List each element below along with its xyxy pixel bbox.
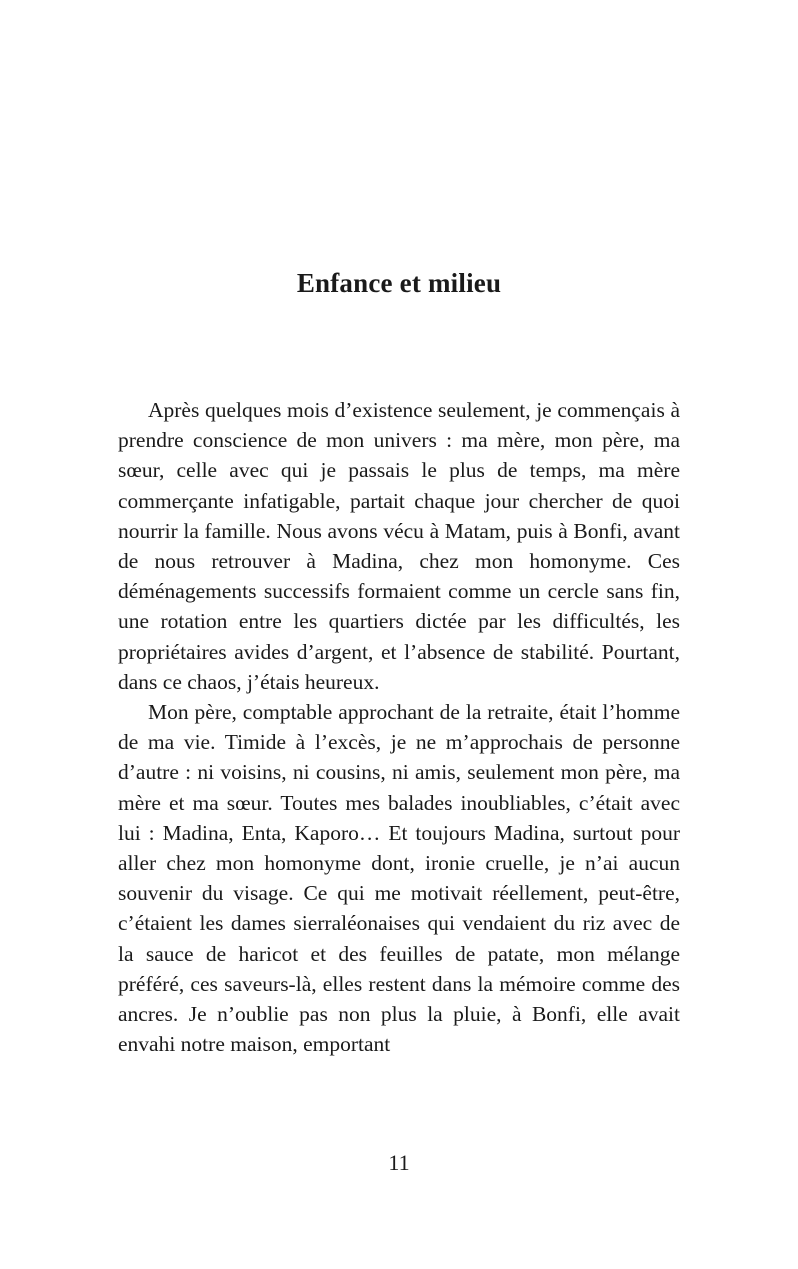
paragraph-2: Mon père, comptable approchant de la retraite, était l’homme de ma vie. Timide à l’excès, je ne m’approchais de personne d’autre : ni voisins, ni cousins, ni amis, seulement mon père, ma mère et ma sœur. Toutes mes balades inoubliables, c’était avec lui : Madina, Enta, Kaporo… Et toujours Madina, surtout pour aller chez mon homonyme dont, ironie cruelle, je n’ai aucun souvenir du visage. Ce qui me motivait réellement, peut-être, c’étaient les dames sierraléonaises qui vendaient du riz avec de la sauce de haricot et des feuilles de patate, mon mélange préféré, ces saveurs-là, elles restent dans la mémoire comme des ancres. Je n’oublie pas non plus la pluie, à Bonfi, elle avait envahi notre maison, emportant (118, 700, 680, 1057)
paragraph-1: Après quelques mois d’existence seulement, je commençais à prendre conscience de mon univers : ma mère, mon père, ma sœur, celle avec qui je passais le plus de temps, ma mère commerçante infatigable, partait chaque jour chercher de quoi nourrir la famille. Nous avons vécu à Matam, puis à Bonfi, avant de nous retrouver à Madina, chez mon homonyme. Ces déménagements successifs formaient comme un cercle sans fin, une rotation entre les quartiers dictée par les difficultés, les propriétaires avides d’argent, et l’absence de stabilité. Pourtant, dans ce chaos, j’étais heureux. (118, 398, 680, 694)
body-text (118, 395, 680, 1059)
page-number: 11 (388, 1150, 410, 1175)
chapter-title: Enfance et milieu (296, 268, 502, 298)
